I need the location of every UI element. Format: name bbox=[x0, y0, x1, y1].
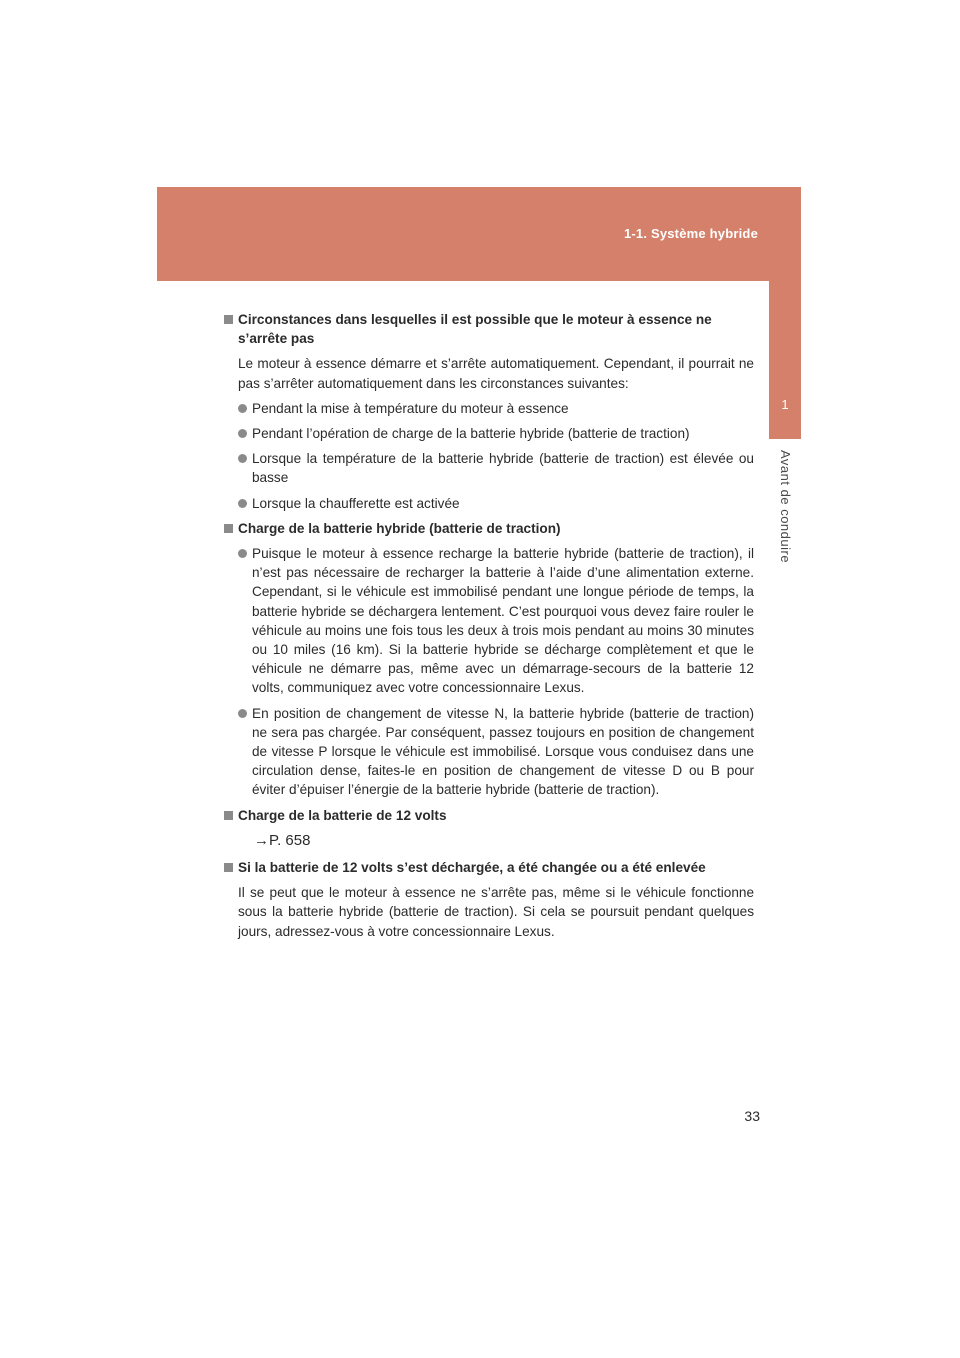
page-reference-link[interactable]: →P. 658 bbox=[254, 831, 311, 849]
list-item: Pendant l’opération de charge de la batterie hybride (batterie de traction) bbox=[238, 424, 754, 443]
section-heading: Charge de la batterie de 12 volts bbox=[224, 806, 754, 825]
square-bullet-icon bbox=[224, 315, 233, 324]
square-bullet-icon bbox=[224, 863, 233, 872]
section-heading: Si la batterie de 12 volts s’est déchargée, a été changée ou a été enlevée bbox=[224, 858, 754, 877]
chapter-tab bbox=[769, 281, 801, 439]
square-bullet-icon bbox=[224, 811, 233, 820]
list-item: Lorsque la température de la batterie hybride (batterie de traction) est élevée ou basse bbox=[238, 449, 754, 487]
round-bullet-icon bbox=[238, 499, 247, 508]
round-bullet-icon bbox=[238, 549, 247, 558]
round-bullet-icon bbox=[238, 429, 247, 438]
chapter-label: Avant de conduire bbox=[778, 450, 793, 564]
section-heading: Circonstances dans lesquelles il est possible que le moteur à essence ne s’arrête pas bbox=[224, 310, 754, 348]
page-number: 33 bbox=[744, 1108, 760, 1124]
round-bullet-icon bbox=[238, 404, 247, 413]
square-bullet-icon bbox=[224, 524, 233, 533]
list-item: En position de changement de vitesse N, la batterie hybride (batterie de traction) ne sera pas chargée. Par conséquent, passez toujours en position de changement de vitesse P lorsque le véhicule est immobilisé. Lorsque vous conduisez dans une circulation dense, faites-le en position de changement de vitesse D ou B pour éviter d’épuiser l’énergie de la batterie hybride (batterie de traction). bbox=[238, 704, 754, 800]
list-item: Puisque le moteur à essence recharge la batterie hybride (batterie de traction), il n’est pas nécessaire de recharger la batterie à l’aide d’une alimentation externe. Cependant, si le véhicule est immobilisé pendant une longue période de temps, la batterie hybride se déchargera lentement. C’est pourquoi vous devez faire rouler le véhicule au moins une fois tous les deux à trois mois pendant au moins 30 minutes ou 10 miles (16 km). Si la batterie hybride se décharge complètement et que le véhicule ne démarre pas, même avec un démarrage-secours de la batterie 12 volts, communiquez avec votre concessionnaire Lexus. bbox=[238, 544, 754, 698]
section-heading: Charge de la batterie hybride (batterie de traction) bbox=[224, 519, 754, 538]
round-bullet-icon bbox=[238, 454, 247, 463]
round-bullet-icon bbox=[238, 709, 247, 718]
list-item: Pendant la mise à température du moteur à essence bbox=[238, 399, 754, 418]
chapter-number: 1 bbox=[781, 397, 789, 412]
section-paragraph: Il se peut que le moteur à essence ne s’arrête pas, même si le véhicule fonctionne sous la batterie hybride (batterie de traction). Si cela se poursuit pendant quelques jours, adressez-vous à votre concessionnaire Lexus. bbox=[238, 885, 754, 939]
page-content bbox=[224, 310, 754, 947]
list-item: Lorsque la chaufferette est activée bbox=[238, 494, 754, 513]
section-title: 1-1. Système hybride bbox=[623, 226, 758, 241]
section-paragraph: Le moteur à essence démarre et s’arrête automatiquement. Cependant, il pourrait ne pas s’arrêter automatiquement dans les circonstances suivantes: bbox=[238, 356, 754, 391]
header-band bbox=[157, 187, 801, 281]
